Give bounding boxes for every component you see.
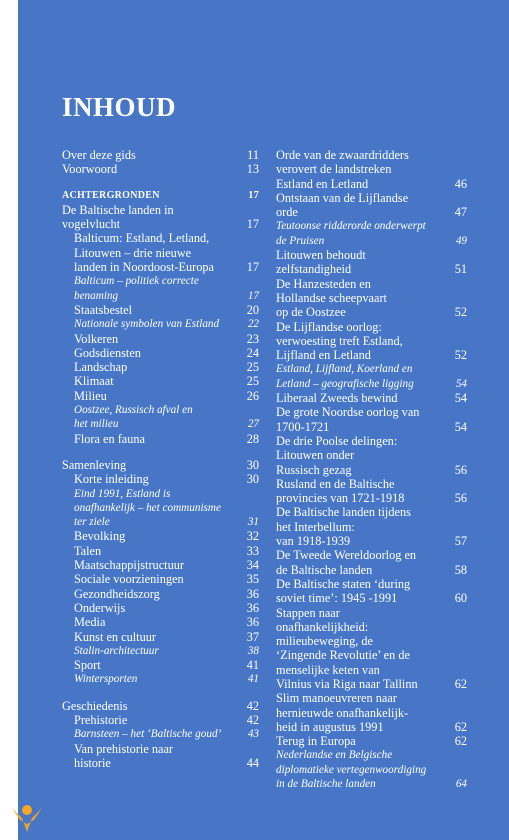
toc-entry-line: De Baltische staten ‘during <box>276 576 411 591</box>
toc-entry-line: zelfstandigheid <box>276 262 352 277</box>
toc-page-number: 38 <box>247 644 259 657</box>
toc-page-number: 30 <box>246 472 259 487</box>
toc-entry-title <box>62 389 241 403</box>
toc-entry <box>62 403 259 432</box>
toc-page-number: 17 <box>246 217 259 232</box>
toc-entry <box>62 615 259 629</box>
toc-entry-title <box>62 572 241 586</box>
toc-left-column <box>62 148 259 770</box>
toc-entry-line: onafhankelijk – het communisme <box>74 501 221 514</box>
page-title: INHOUD <box>62 92 177 122</box>
toc-entry-line: Wintersporten <box>74 673 138 686</box>
toc-entry-title <box>62 727 241 741</box>
toc-entry-line: Gezondheidszorg <box>74 586 160 601</box>
toc-page-number: 33 <box>246 543 259 558</box>
toc-entry-line: Balticum – politiek correcte <box>74 275 199 288</box>
toc-entry-line: op de Oostzee <box>276 305 346 320</box>
toc-entry-title <box>62 615 241 629</box>
toc-entry-title <box>62 672 241 686</box>
toc-page-number: 60 <box>454 591 467 606</box>
toc-entry-title <box>276 191 449 220</box>
toc-entry-line: Prehistorie <box>74 712 128 727</box>
toc-entry-line: Letland – geografische ligging <box>276 377 414 390</box>
toc-entry <box>276 320 467 363</box>
toc-entry <box>62 274 259 303</box>
toc-entry <box>62 529 259 543</box>
toc-page-number: 11 <box>247 148 259 162</box>
toc-entry <box>62 203 259 232</box>
toc-entry-title <box>276 606 449 692</box>
toc-entry-line: van 1918-1939 <box>276 534 351 549</box>
toc-entry-line: Litouwen onder <box>276 448 355 463</box>
toc-entry <box>276 391 467 405</box>
toc-entry-title <box>276 219 449 248</box>
toc-entry-line: diplomatieke vertegenwoordiging <box>276 763 427 776</box>
section-gap <box>62 177 259 189</box>
toc-entry-line: Lijfland en Letland <box>276 348 371 363</box>
toc-entry <box>62 699 259 713</box>
toc-entry-line: De Baltische landen tijdens <box>276 505 411 520</box>
toc-entry-line: Litouwen behoudt <box>276 248 366 263</box>
toc-entry <box>62 713 259 727</box>
toc-entry-line: De Baltische landen in <box>62 202 174 217</box>
section-gap <box>62 446 259 458</box>
toc-page-number: 54 <box>455 377 467 390</box>
toc-page-number: 44 <box>246 755 259 770</box>
toc-entry-line: Balticum: Estland, Letland, <box>74 231 210 246</box>
toc-entry-line: milieubeweging, de <box>276 634 373 649</box>
toc-page-number: 35 <box>246 572 259 587</box>
toc-entry <box>276 477 467 506</box>
toc-entry <box>62 601 259 615</box>
toc-entry <box>62 587 259 601</box>
toc-page-number: 36 <box>246 600 259 615</box>
toc-section-heading <box>62 189 259 203</box>
toc-entry-title <box>276 691 449 734</box>
toc-page-number: 62 <box>454 676 467 691</box>
toc-entry-line: Onderwijs <box>74 600 126 615</box>
toc-entry-title <box>62 332 241 346</box>
toc-page-number: 62 <box>454 734 467 749</box>
toc-page-number: 51 <box>454 262 467 277</box>
toc-page-number: 41 <box>247 673 259 686</box>
toc-page-number: 34 <box>246 558 259 573</box>
toc-page-number: 41 <box>246 658 259 673</box>
toc-entry-title <box>62 713 241 727</box>
toc-entry-title <box>62 360 241 374</box>
toc-entry-line: soviet time’: 1945 -1991 <box>276 591 398 606</box>
toc-entry-line: Estland en Letland <box>276 176 369 191</box>
toc-entry <box>62 672 259 686</box>
book-page <box>18 0 509 840</box>
toc-entry-line: het milieu <box>74 418 119 431</box>
toc-entry-line: Talen <box>74 543 102 558</box>
toc-entry-title <box>62 587 241 601</box>
toc-entry <box>62 544 259 558</box>
toc-entry-line: Ontstaan van de Lijflandse <box>276 190 409 205</box>
toc-entry-title <box>62 403 241 432</box>
toc-entry-line: menselijke keten van <box>276 662 380 677</box>
toc-page-number: 26 <box>246 388 259 403</box>
toc-entry-line: Hollandse scheepvaart <box>276 290 387 305</box>
toc-entry-title <box>62 317 241 331</box>
toc-entry-line: ‘Zingende Revolutie’ en de <box>276 648 410 663</box>
toc-entry <box>62 389 259 403</box>
toc-entry-title <box>62 274 241 303</box>
toc-entry-line: Teutoonse ridderorde onderwerpt <box>276 220 426 233</box>
toc-page-number: 62 <box>454 719 467 734</box>
toc-entry-line: 1700-1721 <box>276 419 330 434</box>
toc-page-number: 22 <box>247 318 259 331</box>
toc-entry <box>62 458 259 472</box>
toc-page-number: 54 <box>454 391 467 406</box>
toc-entry-title <box>62 472 241 486</box>
toc-entry <box>62 630 259 644</box>
toc-entry-line: Sport <box>74 658 101 673</box>
toc-page-number: 47 <box>454 205 467 220</box>
toc-entry <box>62 162 259 176</box>
toc-entry <box>276 734 467 748</box>
toc-entry-line: Van prehistorie naar <box>74 741 174 756</box>
toc-entry <box>276 148 467 191</box>
toc-entry-title <box>62 699 241 713</box>
toc-entry-line: ACHTERGRONDEN <box>62 189 160 201</box>
toc-page-number: 17 <box>247 289 259 302</box>
toc-entry <box>62 374 259 388</box>
toc-page-number: 36 <box>246 615 259 630</box>
toc-entry <box>276 219 467 248</box>
toc-entry-line: Barnsteen – het ‘Baltische goud’ <box>74 728 222 741</box>
toc-entry <box>276 505 467 548</box>
toc-entry <box>62 644 259 658</box>
toc-page-number: 17 <box>248 189 259 201</box>
toc-entry-line: De Tweede Wereldoorlog en <box>276 548 417 563</box>
toc-page-number: 43 <box>247 728 259 741</box>
toc-entry <box>276 691 467 734</box>
toc-entry <box>276 577 467 606</box>
toc-page-number: 31 <box>247 516 259 529</box>
toc-page-number: 23 <box>246 331 259 346</box>
toc-entry-line: Russisch gezag <box>276 462 352 477</box>
toc-page-number: 28 <box>246 431 259 446</box>
toc-entry <box>62 148 259 162</box>
toc-entry-line: Over deze gids <box>62 148 136 162</box>
toc-entry-line: benaming <box>74 289 119 302</box>
toc-entry <box>276 405 467 434</box>
toc-entry-line: de Baltische landen <box>276 562 373 577</box>
toc-entry-line: Korte inleiding <box>74 472 149 487</box>
toc-entry <box>276 434 467 477</box>
toc-entry-title <box>62 630 241 644</box>
toc-entry-line: Bevolking <box>74 529 126 544</box>
toc-entry-line: Geschiedenis <box>62 698 128 713</box>
toc-entry <box>62 727 259 741</box>
toc-entry-line: Nederlandse en Belgische <box>276 749 393 762</box>
toc-page-number: 42 <box>246 698 259 713</box>
toc-entry-line: Samenleving <box>62 457 127 472</box>
toc-entry-title <box>276 734 449 748</box>
toc-page-number: 36 <box>246 586 259 601</box>
toc-entry-line: orde <box>276 205 298 220</box>
toc-entry <box>62 346 259 360</box>
toc-page-number: 32 <box>246 529 259 544</box>
toc-entry-title <box>62 346 241 360</box>
toc-entry-title <box>276 434 449 477</box>
toc-entry <box>62 658 259 672</box>
toc-entry-title <box>276 148 449 191</box>
toc-entry-title <box>276 320 449 363</box>
toc-entry-title <box>62 148 241 162</box>
toc-entry-line: onafhankelijkheid: <box>276 619 369 634</box>
toc-page-number: 46 <box>454 176 467 191</box>
toc-entry-title <box>276 748 449 791</box>
toc-entry <box>62 487 259 530</box>
toc-entry-line: hernieuwde onafhankelijk- <box>276 705 409 720</box>
toc-entry <box>62 572 259 586</box>
toc-entry-title <box>62 529 241 543</box>
toc-page-number: 42 <box>246 712 259 727</box>
toc-entry <box>276 277 467 320</box>
toc-entry-title <box>276 277 449 320</box>
toc-entry-line: Landschap <box>74 360 128 375</box>
toc-entry-line: Vilnius via Riga naar Tallinn <box>276 676 418 691</box>
toc-entry-title <box>62 544 241 558</box>
toc-page-number: 57 <box>454 534 467 549</box>
toc-entry-line: Oostzee, Russisch afval en <box>74 404 193 417</box>
toc-entry-line: historie <box>74 755 111 770</box>
toc-entry-title <box>276 548 449 577</box>
toc-entry-line: Volkeren <box>74 331 119 346</box>
toc-entry <box>276 362 467 391</box>
toc-entry-line: Staatsbestel <box>74 302 133 317</box>
toc-entry-title <box>276 248 449 277</box>
toc-entry-line: Slim manoeuvreren naar <box>276 691 397 706</box>
toc-entry-line: Milieu <box>74 388 107 403</box>
toc-entry-title <box>62 458 241 472</box>
toc-entry-title <box>62 558 241 572</box>
toc-page-number: 64 <box>455 778 467 791</box>
toc-entry-title <box>62 487 241 530</box>
toc-page-number: 49 <box>455 234 467 247</box>
toc-page-number: 54 <box>454 419 467 434</box>
toc-entry-line: heid in augustus 1991 <box>276 719 384 734</box>
toc-entry-title <box>62 658 241 672</box>
toc-page-number: 52 <box>454 305 467 320</box>
toc-entry-line: verwoesting treft Estland, <box>276 333 403 348</box>
toc-entry-line: Liberaal Zweeds bewind <box>276 391 398 406</box>
toc-entry-line: het Interbellum: <box>276 519 355 534</box>
toc-entry-title <box>62 203 241 232</box>
toc-entry-title <box>62 432 241 446</box>
toc-entry <box>276 548 467 577</box>
toc-entry-title <box>62 162 241 176</box>
toc-entry <box>62 231 259 274</box>
toc-page-number: 58 <box>454 562 467 577</box>
toc-entry-line: De drie Poolse delingen: <box>276 433 398 448</box>
toc-entry <box>62 360 259 374</box>
toc-entry-title <box>276 577 449 606</box>
toc-entry-line: De Lijflandse oorlog: <box>276 319 382 334</box>
toc-entry-title <box>276 505 449 548</box>
toc-page-number: 20 <box>246 302 259 317</box>
toc-page-number: 25 <box>246 360 259 375</box>
toc-entry-line: Orde van de zwaardridders <box>276 148 409 162</box>
toc-entry-line: Godsdiensten <box>74 345 141 360</box>
toc-entry-line: ter ziele <box>74 516 110 529</box>
toc-entry-title <box>276 405 449 434</box>
toc-right-column <box>276 148 467 791</box>
toc-entry-title <box>62 231 241 274</box>
toc-entry-line: Terug in Europa <box>276 734 356 749</box>
toc-page-number: 56 <box>454 491 467 506</box>
toc-page-number: 30 <box>246 457 259 472</box>
toc-entry <box>62 558 259 572</box>
toc-entry-line: in de Baltische landen <box>276 778 376 791</box>
toc-entry-line: Stalin-architectuur <box>74 644 159 657</box>
toc-entry-line: Eind 1991, Estland is <box>74 487 171 500</box>
toc-entry <box>62 303 259 317</box>
toc-page-number: 52 <box>454 348 467 363</box>
toc-entry-line: provincies van 1721-1918 <box>276 491 405 506</box>
toc-entry-line: verovert de landstreken <box>276 162 392 177</box>
toc-page-number: 13 <box>246 162 259 177</box>
toc-entry-title <box>276 477 449 506</box>
toc-page-number: 24 <box>246 345 259 360</box>
toc-entry-line: de Pruisen <box>276 234 325 247</box>
toc-entry-line: Maatschappijstructuur <box>74 558 184 573</box>
toc-entry-line: vogelvlucht <box>62 217 121 232</box>
toc-entry-title <box>62 601 241 615</box>
toc-entry <box>62 432 259 446</box>
toc-entry <box>62 742 259 771</box>
toc-entry-title <box>276 391 449 405</box>
toc-entry-title <box>62 374 241 388</box>
toc-entry-line: Sociale voorzieningen <box>74 572 184 587</box>
toc-entry-line: Media <box>74 615 106 630</box>
toc-entry-line: Litouwen – drie nieuwe <box>74 245 192 260</box>
toc-entry-line: Nationale symbolen van Estland <box>74 318 220 331</box>
toc-entry-title <box>62 189 241 203</box>
toc-page-number: 27 <box>247 418 259 431</box>
toc-entry-line: De grote Noordse oorlog van <box>276 405 420 420</box>
toc-page-number: 17 <box>246 260 259 275</box>
toc-entry-line: Voorwoord <box>62 162 118 177</box>
toc-entry <box>62 472 259 486</box>
toc-page-number: 37 <box>246 629 259 644</box>
toc-entry-line: Klimaat <box>74 374 114 389</box>
toc-entry-line: landen in Noordoost-Europa <box>74 260 215 275</box>
toc-entry <box>276 748 467 791</box>
toc-entry-line: De Hanzesteden en <box>276 276 371 291</box>
toc-entry-title <box>276 362 449 391</box>
cheer-figure-icon <box>8 802 46 836</box>
toc-entry-line: Rusland en de Baltische <box>276 476 395 491</box>
toc-page-number: 25 <box>246 374 259 389</box>
toc-entry <box>62 332 259 346</box>
toc-entry-title <box>62 303 241 317</box>
toc-entry <box>276 248 467 277</box>
toc-entry <box>276 606 467 692</box>
toc-page-number: 56 <box>454 462 467 477</box>
toc-entry-title <box>62 644 241 658</box>
toc-entry-line: Flora en fauna <box>74 431 146 446</box>
toc-entry-title <box>62 742 241 771</box>
section-gap <box>62 687 259 699</box>
toc-entry <box>276 191 467 220</box>
toc-entry-line: Stappen naar <box>276 605 340 620</box>
toc-entry-line: Estland, Lijfland, Koerland en <box>276 363 413 376</box>
toc-entry-line: Kunst en cultuur <box>74 629 156 644</box>
toc-entry <box>62 317 259 331</box>
